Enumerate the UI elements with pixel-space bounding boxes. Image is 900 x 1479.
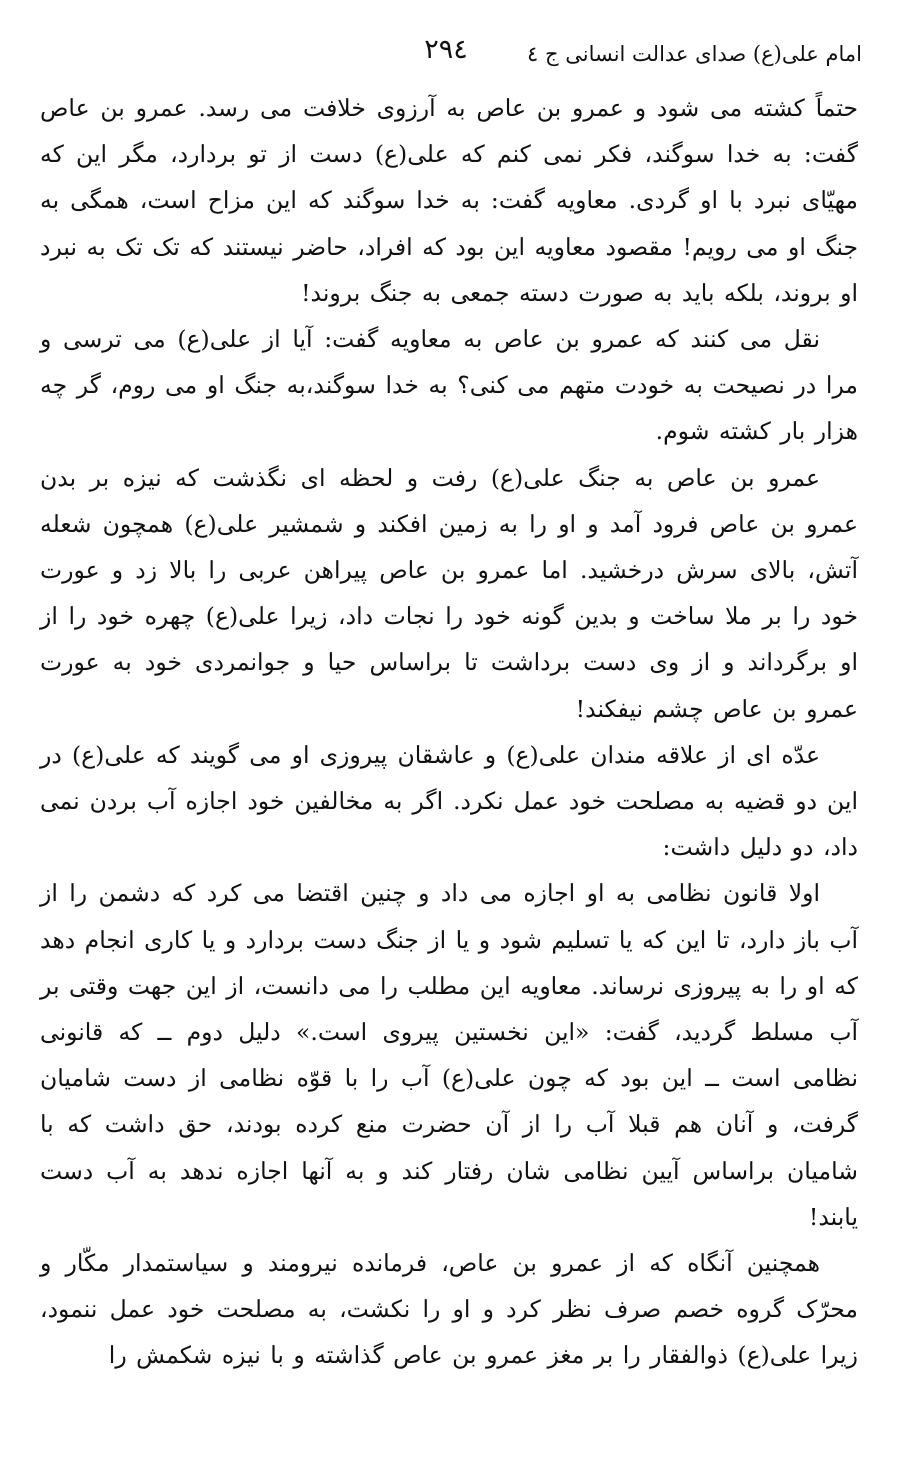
body-text bbox=[40, 85, 858, 1379]
paragraph-1: حتماً کشته می شود و عمرو بن عاص به آرزوی خلافت می رسد. عمرو بن عاص گفت: به خدا سوگند، فکر نمی کنم که علی(ع) دست از تو بردارد، مگر این که مهیّای نبرد با او گردی. معاویه گفت: به خدا سوگند که این مزاح است، همگی به جنگ او می رویم! مقصود معاویه این بود که افراد، حاضر نیستند که تک تک به نبرد او بروند، بلکه باید به صورت دسته جمعی به جنگ بروند! bbox=[40, 94, 858, 307]
page-header bbox=[40, 34, 862, 74]
paragraph-6: همچنین آنگاه که از عمرو بن عاص، فرمانده نیرومند و سیاستمدار مکّار و محرّک گروه خصم صرف نظر کرد و او را نکشت، به مصلحت خود عمل ننمود، زیرا علی(ع) ذوالفقار را بر مغز عمرو بن عاص گذاشته و با نیزه شکمش را bbox=[40, 1249, 858, 1370]
paragraph-3: عمرو بن عاص به جنگ علی(ع) رفت و لحظه ای نگذشت که نیزه بر بدن عمرو بن عاص فرود آمد و او را به زمین افکند و شمشیر علی(ع) همچون شعله آتش، بالای سرش درخشید. اما عمرو بن عاص پیراهن عربی را بالا زد و عورت خود را بر ملا ساخت و بدین گونه خود را نجات داد، زیرا علی(ع) چهره خود را از او برگرداند و از وی دست برداشت تا براساس حیا و جوانمردی خود به عورت عمرو بن عاص چشم نیفکند! bbox=[40, 463, 858, 723]
paragraph-5: اولا قانون نظامی به او اجازه می داد و چنین اقتضا می کرد که دشمن را از آب باز دارد، تا این که یا تسلیم شود و یا از جنگ دست بردارد و یا کاری انجام دهد که او را به پیروزی نرساند. معاویه این مطلب را می دانست، از این جهت وقتی بر آب مسلط گردید، گفت: «این نخستین پیروی است.» دلیل دوم ــ که قانونی نظامی است ــ این بود که چون علی(ع) آب را با قوّه نظامی از دست شامیان گرفت، و آنان هم قبلا آب را از آن حضرت منع کرده بودند، حق داشت که با شامیان براساس آیین نظامی شان رفتار کند و به آنها اجازه ندهد به آب دست یابند! bbox=[40, 879, 858, 1231]
paragraph-2: نقل می کنند که عمرو بن عاص به معاویه گفت: آیا از علی(ع) می ترسی و مرا در نصیحت به خودت متهم می کنی؟ به خدا سوگند،به جنگ او می روم، گر چه هزار بار کشته شوم. bbox=[40, 325, 858, 446]
paragraph-4: عدّه ای از علاقه مندان علی(ع) و عاشقان پیروزی او می گویند که علی(ع) در این دو قضیه به مصلحت خود عمل نکرد. اگر به مخالفین خود اجازه آب بردن نمی داد، دو دلیل داشت: bbox=[40, 740, 858, 862]
running-head-title: امام علی(ع) صدای عدالت انسانی ج ٤ bbox=[527, 42, 862, 66]
page-number: ۲۹٤ bbox=[424, 34, 468, 65]
